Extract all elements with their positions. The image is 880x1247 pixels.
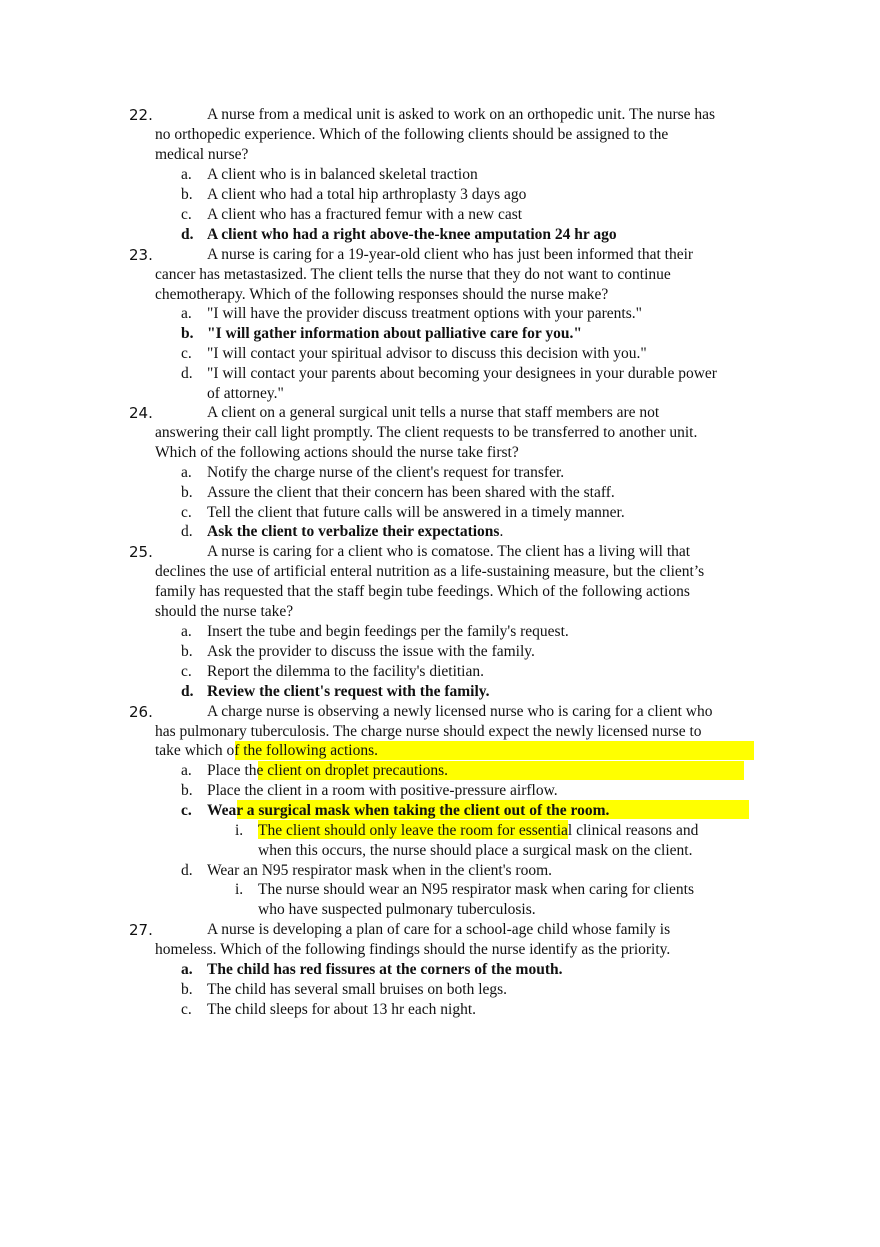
question-stem: A nurse is caring for a client who is comatose. The client has a living will that	[207, 543, 691, 560]
question-number: 27.	[129, 921, 153, 939]
question-number: 23.	[129, 246, 153, 264]
option-text: Place the client in a room with positive-pressure airflow.	[207, 782, 558, 799]
question-stem: Which of the following actions should the nurse take first?	[155, 444, 519, 461]
question-stem: A nurse from a medical unit is asked to work on an orthopedic unit. The nurse has	[207, 106, 716, 123]
question-stem: declines the use of artificial enteral nutrition as a life-sustaining measure, but the client’s	[155, 563, 705, 580]
option-text: A client who has a fractured femur with a new cast	[207, 206, 523, 223]
option-text: Place the client on droplet precautions.	[207, 762, 449, 779]
correct-option-text: Wear a surgical mask when taking the client out of the room.	[207, 802, 610, 819]
option-text: "I will have the provider discuss treatment options with your parents."	[207, 305, 642, 322]
option-letter: c.	[181, 206, 192, 223]
correct-option-text: The child has red fissures at the corners of the mouth.	[207, 961, 563, 978]
option-text-continued: of attorney."	[207, 385, 284, 402]
question-stem: should the nurse take?	[155, 603, 294, 620]
option-letter: d.	[181, 365, 193, 382]
option-text: A client who had a total hip arthroplasty 3 days ago	[207, 186, 527, 203]
correct-option-letter: d.	[181, 683, 194, 700]
option-letter: a.	[181, 464, 192, 481]
question-stem: take which of the following actions.	[155, 742, 378, 759]
rationale-letter: i.	[235, 881, 244, 898]
correct-option-text: A client who had a right above-the-knee amputation 24 hr ago	[207, 226, 617, 243]
rationale-text: who have suspected pulmonary tuberculosis.	[258, 901, 536, 918]
correct-option-letter: c.	[181, 802, 192, 819]
option-text: Report the dilemma to the facility's dietitian.	[207, 663, 484, 680]
correct-option-text: "I will gather information about palliative care for you."	[207, 325, 582, 342]
question-number: 24.	[129, 404, 153, 422]
option-letter: a.	[181, 762, 192, 779]
option-letter: d.	[181, 523, 193, 540]
rationale-text: when this occurs, the nurse should place a surgical mask on the client.	[258, 842, 693, 859]
rationale-text: The nurse should wear an N95 respirator mask when caring for clients	[258, 881, 695, 898]
question-stem: chemotherapy. Which of the following responses should the nurse make?	[155, 286, 609, 303]
option-text: The child sleeps for about 13 hr each night.	[207, 1001, 477, 1018]
rationale-text: The client should only leave the room for essential clinical reasons and	[258, 822, 699, 839]
option-letter: a.	[181, 166, 192, 183]
question-stem: cancer has metastasized. The client tells the nurse that they do not want to continue	[155, 266, 671, 283]
correct-option-text-line	[207, 522, 503, 542]
option-letter: b.	[181, 643, 193, 660]
correct-option-text: Ask the client to verbalize their expectations	[207, 523, 500, 540]
question-stem: A charge nurse is observing a newly licensed nurse who is caring for a client who	[207, 703, 713, 720]
option-text: Insert the tube and begin feedings per the family's request.	[207, 623, 569, 640]
question-number: 26.	[129, 703, 153, 721]
question-number: 25.	[129, 543, 153, 561]
option-letter: d.	[181, 862, 193, 879]
question-stem: A nurse is developing a plan of care for a school-age child whose family is	[207, 921, 671, 938]
correct-option-letter: a.	[181, 961, 193, 978]
option-letter: c.	[181, 504, 192, 521]
option-letter: b.	[181, 186, 193, 203]
option-text: Wear an N95 respirator mask when in the client's room.	[207, 862, 553, 879]
question-stem: answering their call light promptly. The client requests to be transferred to another unit.	[155, 424, 698, 441]
question-stem: homeless. Which of the following findings should the nurse identify as the priority.	[155, 941, 671, 958]
correct-option-text: Review the client's request with the family.	[207, 683, 490, 700]
option-letter: b.	[181, 981, 193, 998]
option-text: A client who is in balanced skeletal traction	[207, 166, 478, 183]
correct-option-letter: d.	[181, 226, 194, 243]
question-stem: has pulmonary tuberculosis. The charge nurse should expect the newly licensed nurse to	[155, 723, 702, 740]
option-text: "I will contact your spiritual advisor to discuss this decision with you."	[207, 345, 647, 362]
option-letter: c.	[181, 1001, 192, 1018]
option-text-tail: .	[499, 523, 504, 540]
question-stem: medical nurse?	[155, 146, 249, 163]
option-letter: b.	[181, 782, 193, 799]
option-letter: b.	[181, 484, 193, 501]
rationale-letter: i.	[235, 822, 244, 839]
option-text: "I will contact your parents about becoming your designees in your durable power	[207, 365, 717, 382]
correct-option-letter: b.	[181, 325, 194, 342]
option-letter: a.	[181, 623, 192, 640]
question-stem: A client on a general surgical unit tells a nurse that staff members are not	[207, 404, 660, 421]
option-text: Tell the client that future calls will be answered in a timely manner.	[207, 504, 625, 521]
option-text: The child has several small bruises on both legs.	[207, 981, 508, 998]
question-stem: A nurse is caring for a 19-year-old client who has just been informed that their	[207, 246, 694, 263]
question-stem: family has requested that the staff begin tube feedings. Which of the following actions	[155, 583, 690, 600]
option-letter: c.	[181, 345, 192, 362]
option-text: Ask the provider to discuss the issue with the family.	[207, 643, 535, 660]
option-letter: a.	[181, 305, 192, 322]
option-text: Assure the client that their concern has been shared with the staff.	[207, 484, 615, 501]
question-number: 22.	[129, 106, 153, 124]
option-text: Notify the charge nurse of the client's request for transfer.	[207, 464, 565, 481]
option-letter: c.	[181, 663, 192, 680]
question-stem: no orthopedic experience. Which of the following clients should be assigned to the	[155, 126, 669, 143]
